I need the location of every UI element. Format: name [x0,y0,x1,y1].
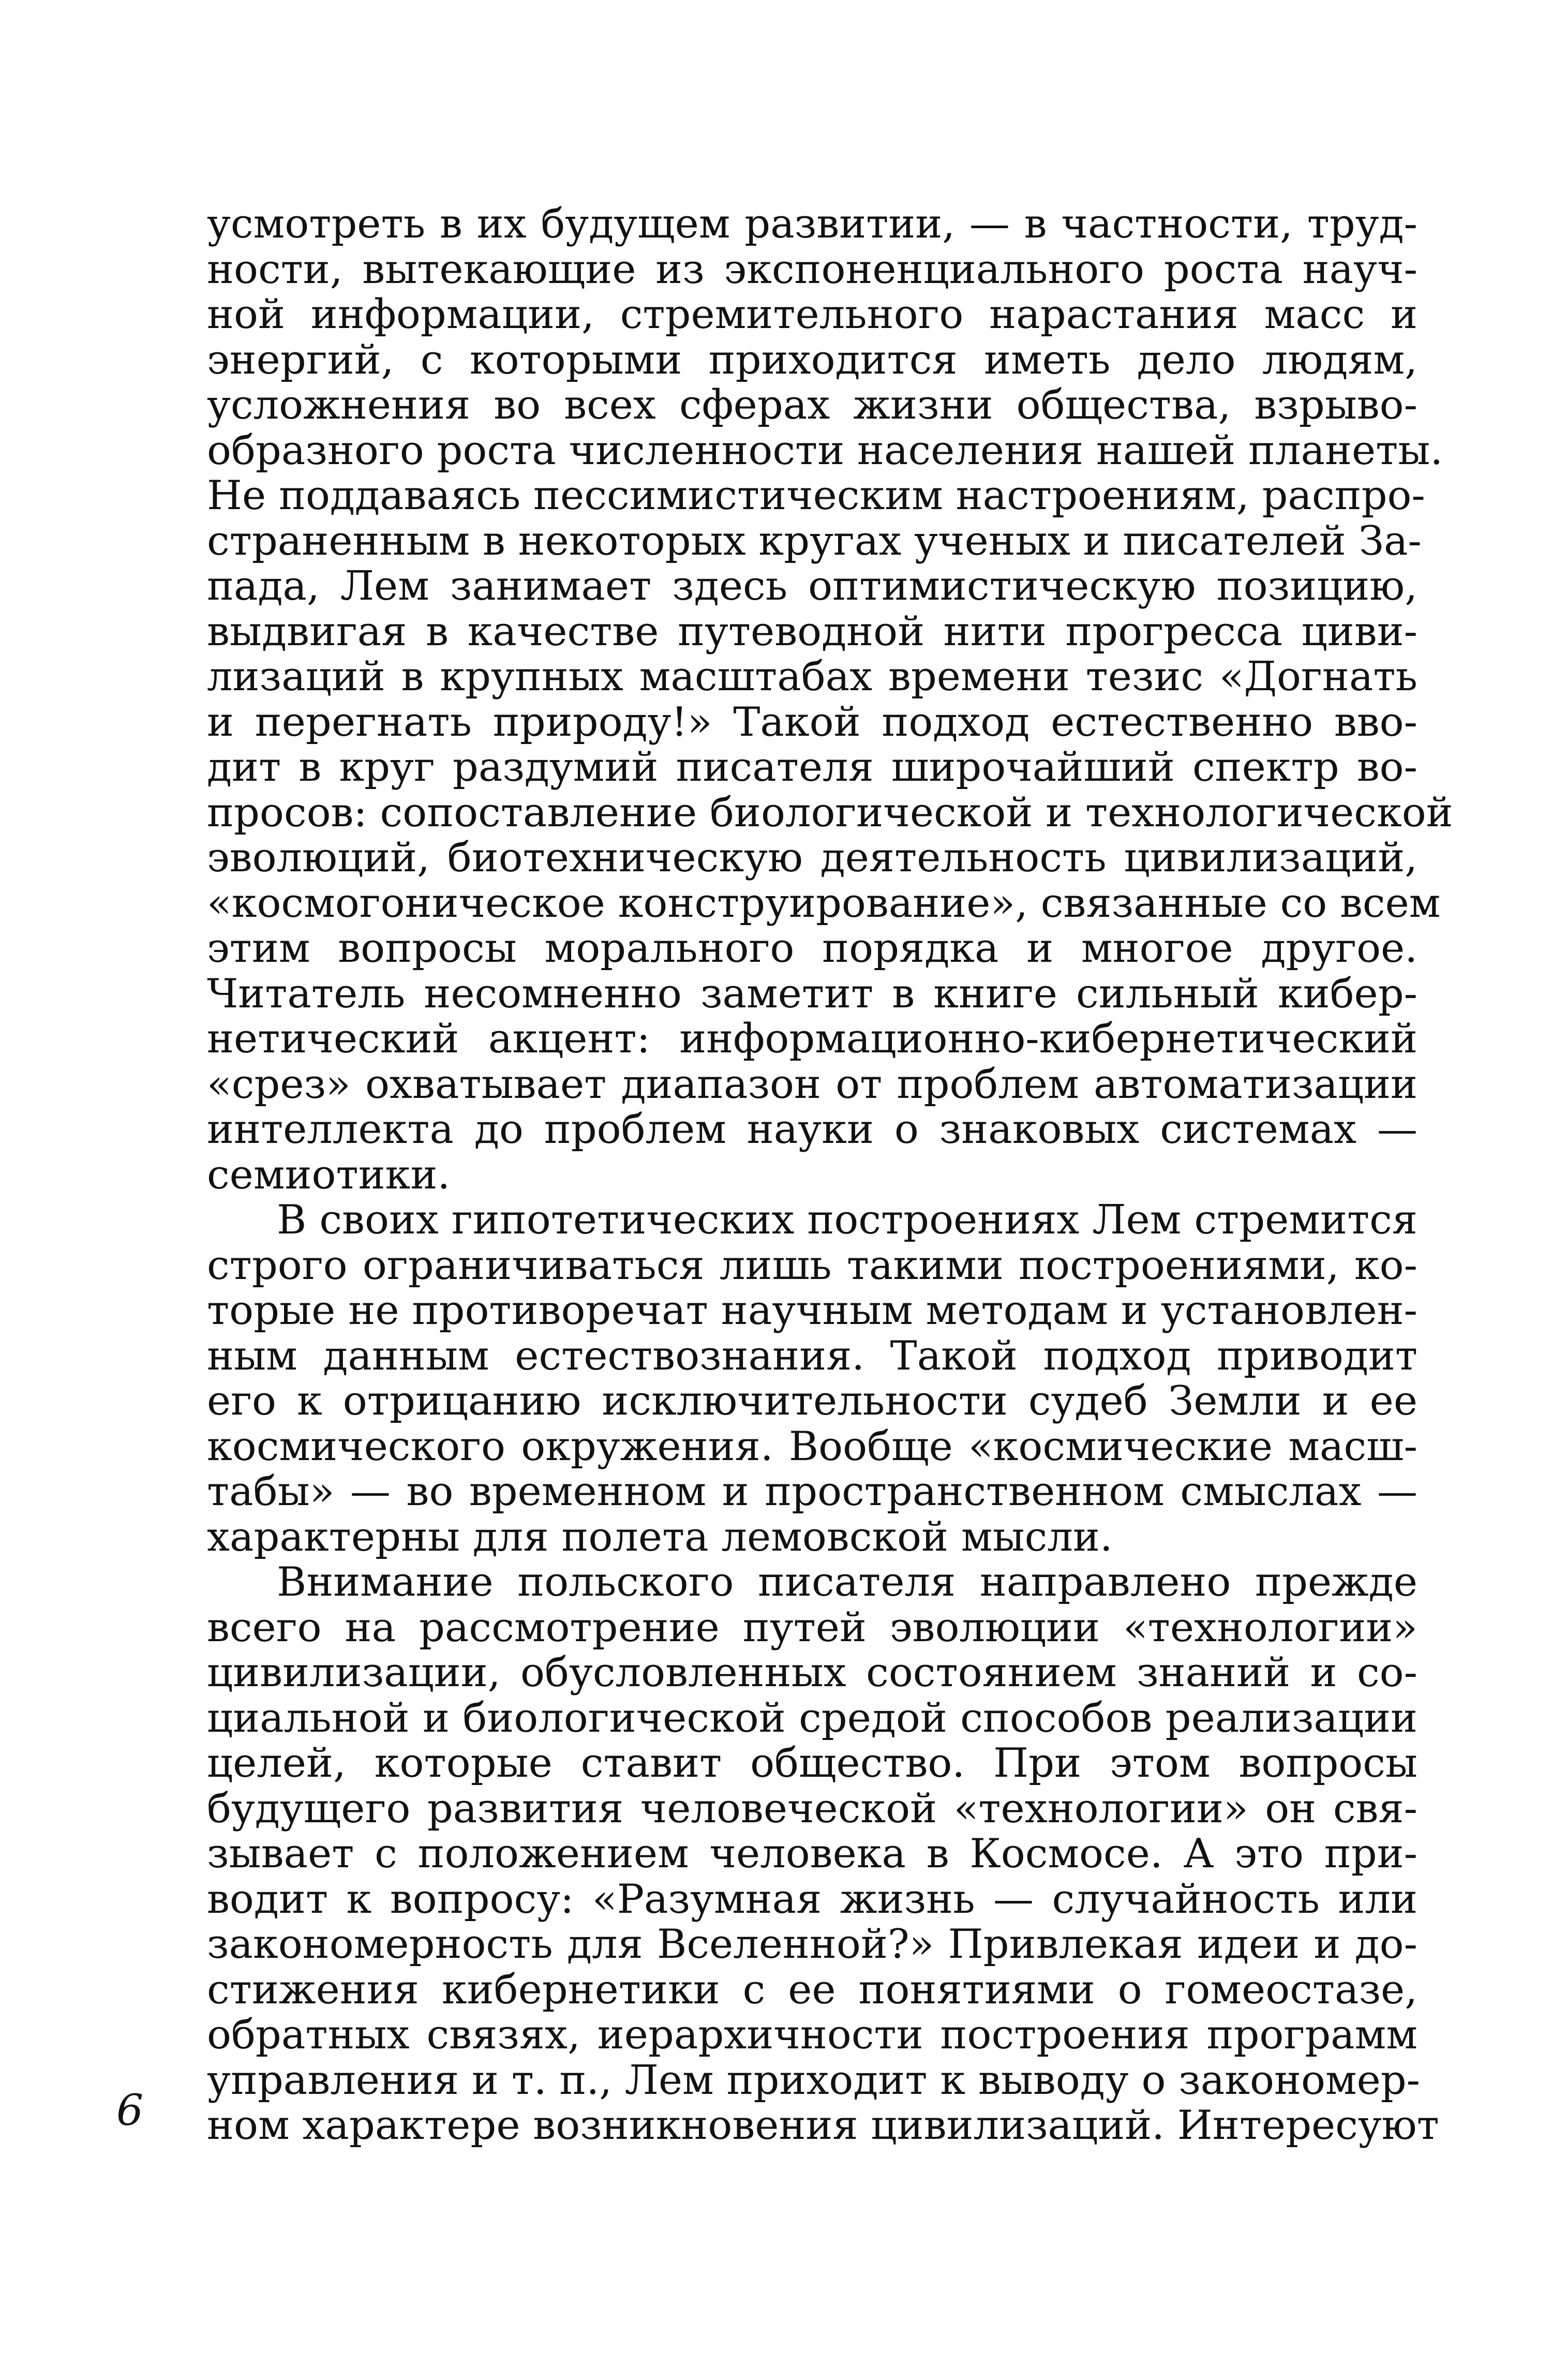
text-line: закономерность для Вселенной?» Привлекая идеи и до- [207,1921,1417,1968]
text-line: выдвигая в качестве путеводной нити прогресса циви- [207,608,1417,655]
text-line: Читатель несомненно заметит в книге сильный кибер- [207,970,1417,1017]
text-line: просов: сопоставление биологической и технологической [207,789,1453,836]
paragraph [207,1559,1439,2149]
text-line: дит в круг раздумий писателя широчайший спектр во- [207,744,1417,791]
text-line: ном характере возникновения цивилизаций. Интересуют [207,2102,1439,2149]
text-line: Внимание польского писателя направлено прежде [277,1559,1417,1605]
text-line: ности, вытекающие из экспоненциального роста науч- [207,246,1417,293]
text-line: пада, Лем занимает здесь оптимистическую позицию, [207,563,1417,609]
text-line: страненным в некоторых кругах ученых и писателей За- [207,517,1422,564]
text-line: ным данным естествознания. Такой подход приводит [207,1332,1417,1379]
text-line: нетический акцент: информационно-кибернетический [207,1016,1417,1062]
body-text [207,201,1453,2149]
text-line: управления и т. п., Лем приходит к выводу о закономер- [207,2057,1421,2104]
text-line: усмотреть в их будущем развитии, — в частности, труд- [207,201,1417,247]
page-number: 6 [116,2086,144,2135]
text-line: и перегнать природу!» Такой подход естественно вво- [207,698,1417,746]
text-line: водит к вопросу: «Разумная жизнь — случайность или [207,1876,1417,1923]
paragraph [207,201,1453,1198]
text-line: всего на рассмотрение путей эволюции «технологии» [207,1604,1417,1651]
text-line: торые не противоречат научным методам и установлен- [207,1287,1417,1334]
text-line: семиотики. [207,1151,451,1198]
text-line: циальной и биологической средой способов реализации [207,1694,1417,1742]
text-line: В своих гипотетических построениях Лем стремится [277,1197,1417,1243]
paragraph [207,1198,1417,1560]
text-line: энергий, с которыми приходится иметь дело людям, [207,336,1417,383]
text-line: цивилизации, обусловленных состоянием знаний и со- [207,1649,1417,1696]
text-line: строго ограничиваться лишь такими построениями, ко- [207,1242,1417,1289]
text-line: обратных связях, иерархичности построения программ [207,2012,1417,2058]
text-line: стижения кибернетики с ее понятиями о гомеостазе, [207,1966,1417,2013]
text-line: этим вопросы морального порядка и многое другое. [207,925,1417,972]
text-line: «космогоническое конструирование», связанные со всем [207,880,1441,927]
text-line: усложнения во всех сферах жизни общества, взрыво- [207,382,1417,428]
text-line: образного роста численности населения нашей планеты. [207,427,1443,474]
text-line: будущего развития человеческой «технологии» он свя- [207,1785,1417,1832]
text-line: ной информации, стремительного нарастания масс и [207,291,1417,338]
text-line: табы» — во временном и пространственном смыслах — [207,1468,1417,1515]
text-line: зывает с положением человека в Космосе. А это при- [207,1831,1417,1877]
text-line: эволюций, биотехническую деятельность цивилизаций, [207,835,1417,881]
text-line: «срез» охватывает диапазон от проблем автоматизации [207,1061,1417,1108]
text-line: характерны для полета лемовской мысли. [207,1513,1113,1560]
text-line: Не поддаваясь пессимистическим настроениям, распро- [207,472,1425,519]
text-line: лизаций в крупных масштабах времени тезис «Догнать [207,653,1417,700]
text-line: его к отрицанию исключительности судеб Земли и ее [207,1378,1417,1424]
text-line: целей, которые ставит общество. При этом вопросы [207,1740,1417,1787]
text-line: интеллекта до проблем науки о знаковых системах — [207,1106,1417,1153]
text-line: космического окружения. Вообще «космические масш- [207,1423,1417,1470]
